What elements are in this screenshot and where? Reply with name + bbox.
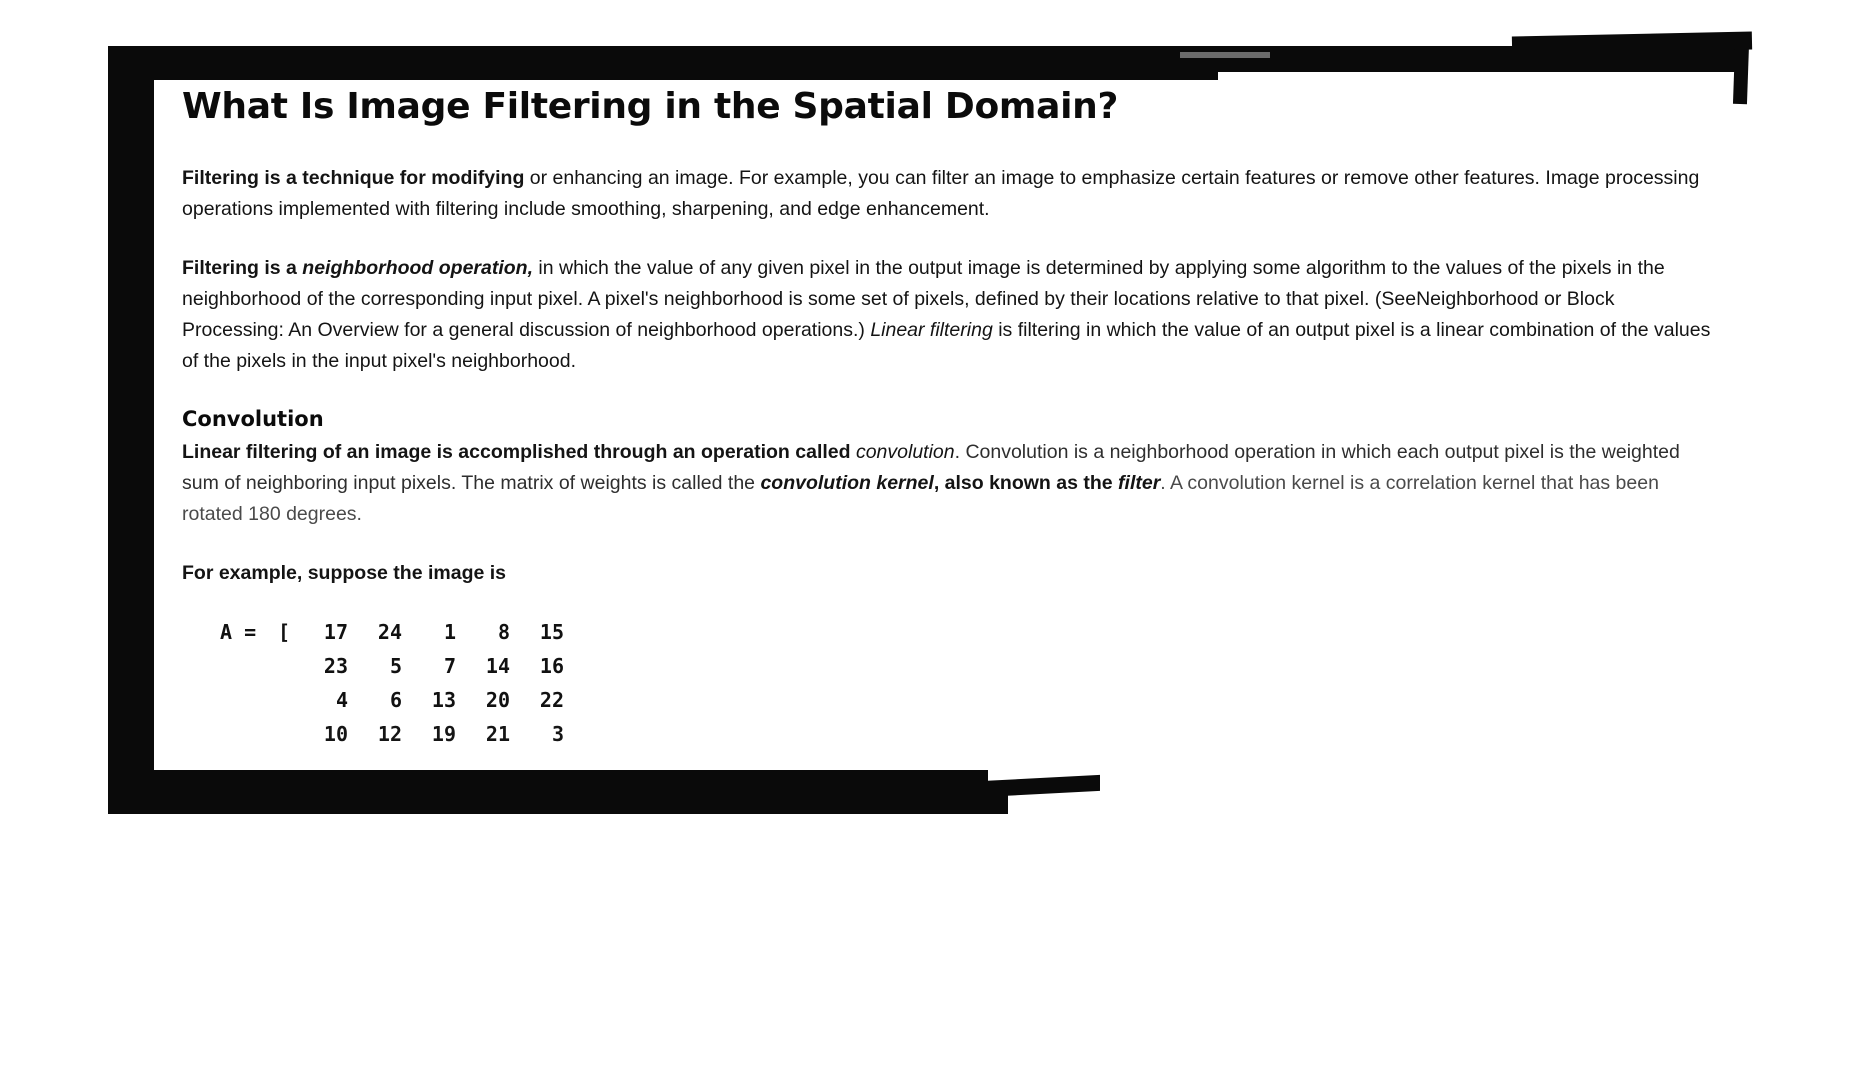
matrix-cell: 15 [539, 620, 564, 644]
matrix-spacer [220, 717, 278, 731]
matrix-row-clipped [220, 717, 1768, 746]
matrix-row [220, 683, 1768, 717]
matrix-spacer [220, 683, 278, 717]
scan-border-top-thick [108, 46, 1218, 80]
matrix-cell: 21 [485, 722, 510, 746]
scan-border-left [108, 46, 154, 806]
matrix-cell: 20 [485, 688, 510, 712]
matrix-cell: 12 [377, 722, 402, 746]
matrix-row [220, 615, 1768, 649]
paragraph-2-mid: in which the value of any given pixel in the output image is determined by applying some algorithm to the values of the pixels in the neighborhood of the corresponding input pixel. A pixel's neighborhood is some set of pixels, defined by their locations relative to that pixel. (SeeNeighborhood or Block Processing: An Overview for a general discussion of neighborhood operations.) [182, 257, 1665, 341]
page-title: What Is Image Filtering in the Spatial Domain? [182, 86, 1119, 127]
paragraph-example-intro: For example, suppose the image is [182, 562, 507, 584]
paragraph-1-rest: or enhancing an image. For example, you can filter an image to emphasize certain features or remove other features. Image processing operations implemented with filtering include smoothing, sharpening, and edge enhancement. [182, 167, 1700, 220]
matrix-cell: 6 [389, 688, 402, 712]
matrix-cell: 4 [335, 688, 348, 712]
matrix-cell: 3 [551, 722, 564, 746]
matrix-cell: 16 [539, 654, 564, 678]
matrix-row [220, 649, 1768, 683]
paragraph-2-end: is filtering in which the value of an output pixel is a linear combination of the values of the pixels in the input pixel's neighborhood. [182, 319, 1711, 372]
section-heading-convolution: Convolution [182, 407, 324, 431]
paragraph-3-mid: . Convolution is a neighborhood operation in which each output pixel is the weighted sum of neighboring input pixels. The matrix of weights is called the [182, 441, 1680, 494]
matrix-cell: 7 [443, 654, 456, 678]
term-linear-filtering: Linear filtering [870, 319, 993, 341]
paragraph-3-lead: Linear filtering of an image is accomplished through an operation called [182, 441, 856, 463]
matrix-spacer [220, 649, 278, 683]
matrix-cell: 19 [431, 722, 456, 746]
matrix-cell: 14 [485, 654, 510, 678]
matrix-cell: 24 [377, 620, 402, 644]
paragraph-convolution [168, 437, 1712, 530]
document-body [168, 76, 1768, 796]
paragraph-filtering-definition [168, 163, 1712, 225]
matrix-cell: 23 [323, 654, 348, 678]
scan-speck [1180, 52, 1270, 58]
term-convolution-kernel: convolution kernel [760, 472, 934, 494]
paragraph-3-mid2: , also known as the [933, 472, 1119, 494]
example-matrix [168, 615, 1768, 746]
term-filter: filter [1118, 472, 1161, 494]
paragraph-2-lead: Filtering is a [182, 257, 303, 279]
matrix-cell: 1 [443, 620, 456, 644]
paragraph-1-lead: Filtering is a technique for modifying [182, 167, 525, 189]
matrix-open-bracket: [ [278, 620, 291, 644]
matrix-cell: 13 [431, 688, 456, 712]
matrix-cell: 17 [323, 620, 348, 644]
paragraph-neighborhood-operation [168, 253, 1712, 377]
term-convolution: convolution [855, 441, 955, 463]
matrix-cell: 22 [539, 688, 564, 712]
matrix-spacer [278, 683, 294, 717]
matrix-spacer [278, 717, 294, 731]
scan-bottom-clip [108, 790, 1008, 814]
matrix-cell: 10 [323, 722, 348, 746]
matrix-label: A = [220, 620, 257, 644]
term-neighborhood-operation: neighborhood operation, [302, 257, 534, 279]
matrix-cell: 5 [389, 654, 402, 678]
paragraph-3-end: . A convolution kernel is a correlation kernel that has been rotated 180 degrees. [182, 472, 1659, 525]
matrix-spacer [278, 649, 294, 683]
matrix-cell: 8 [497, 620, 510, 644]
